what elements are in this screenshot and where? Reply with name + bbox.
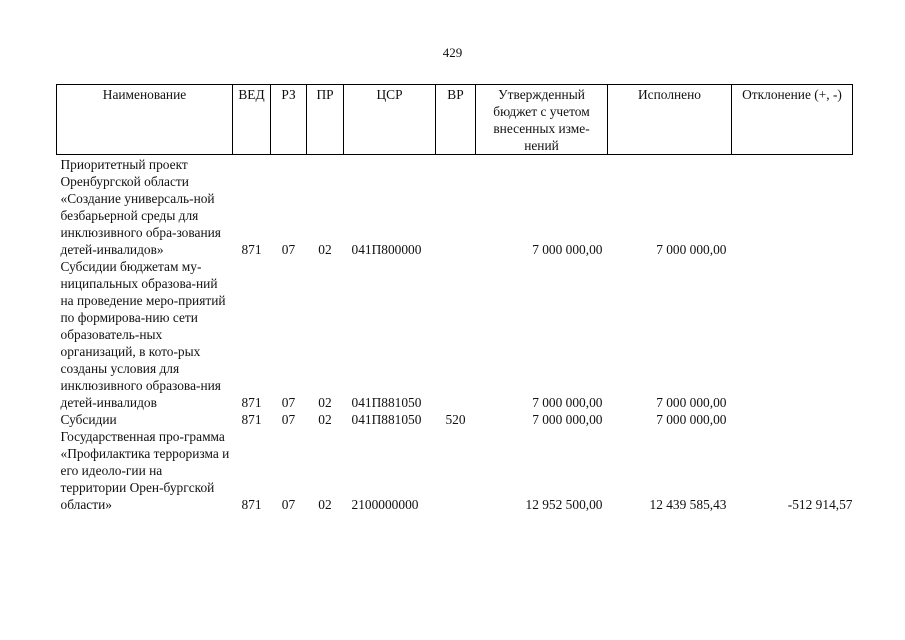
header-vr: ВР	[436, 85, 476, 155]
cell-vr	[436, 156, 476, 258]
table-header-row	[57, 85, 853, 155]
header-deviation: Отклонение (+, -)	[732, 85, 853, 155]
page-number: 429	[442, 45, 463, 60]
header-executed: Исполнено	[608, 85, 732, 155]
header-ved: ВЕД	[233, 85, 271, 155]
cell-vr	[436, 428, 476, 513]
cell-vr: 520	[445, 412, 466, 427]
cell-ved: 871	[241, 242, 262, 257]
cell-name: Субсидии бюджетам му-ниципальных образова-ний на проведение меро-приятий по формирова-нию сети образователь-ных организаций, в кото-рых созданы условия для инклюзивного образова-ния детей-инвалидов	[60, 259, 226, 410]
cell-approved: 7 000 000,00	[532, 242, 603, 257]
cell-rz: 07	[281, 242, 296, 257]
cell-executed: 12 439 585,43	[649, 497, 727, 512]
cell-pr: 02	[318, 242, 332, 257]
cell-vr	[436, 258, 476, 411]
cell-ved: 871	[241, 412, 262, 427]
cell-deviation	[732, 156, 853, 258]
header-approved: Утвержденный бюджет с учетом внесенных изме-нений	[476, 85, 608, 155]
cell-name: Субсидии	[60, 412, 117, 427]
cell-deviation	[732, 258, 853, 411]
header-csr: ЦСР	[344, 85, 436, 155]
cell-executed: 7 000 000,00	[656, 395, 727, 410]
cell-executed: 7 000 000,00	[656, 242, 727, 257]
cell-ved: 871	[241, 395, 262, 410]
cell-approved: 7 000 000,00	[532, 395, 603, 410]
budget-execution-table	[56, 84, 853, 513]
cell-executed: 7 000 000,00	[656, 412, 727, 427]
cell-deviation: -512 914,57	[787, 497, 853, 512]
table-row	[57, 411, 853, 428]
cell-csr: 041П881050	[351, 412, 422, 427]
cell-csr: 2100000000	[351, 497, 419, 512]
header-rz: РЗ	[271, 85, 307, 155]
cell-name: Приоритетный проект Оренбургской области «Создание универсаль-ной безбарьерной среды для инклюзивного обра-зования детей-инвалидов»	[60, 157, 221, 257]
cell-csr: 041П881050	[351, 395, 422, 410]
cell-approved: 12 952 500,00	[525, 497, 603, 512]
cell-pr: 02	[318, 395, 332, 410]
header-pr: ПР	[307, 85, 344, 155]
table-row	[57, 156, 853, 258]
table-row	[57, 258, 853, 411]
cell-name: Государственная про-грамма «Профилактика терроризма и его идеоло-гии на территории Орен-бургской области»	[60, 429, 230, 512]
cell-rz: 07	[281, 497, 296, 512]
cell-pr: 02	[318, 497, 332, 512]
cell-pr: 02	[318, 412, 332, 427]
cell-rz: 07	[281, 412, 296, 427]
cell-ved: 871	[241, 497, 262, 512]
cell-csr: 041П800000	[351, 242, 422, 257]
table-row	[57, 428, 853, 513]
cell-rz: 07	[281, 395, 296, 410]
cell-approved: 7 000 000,00	[532, 412, 603, 427]
header-name: Наименование	[57, 85, 233, 155]
cell-deviation	[732, 411, 853, 428]
